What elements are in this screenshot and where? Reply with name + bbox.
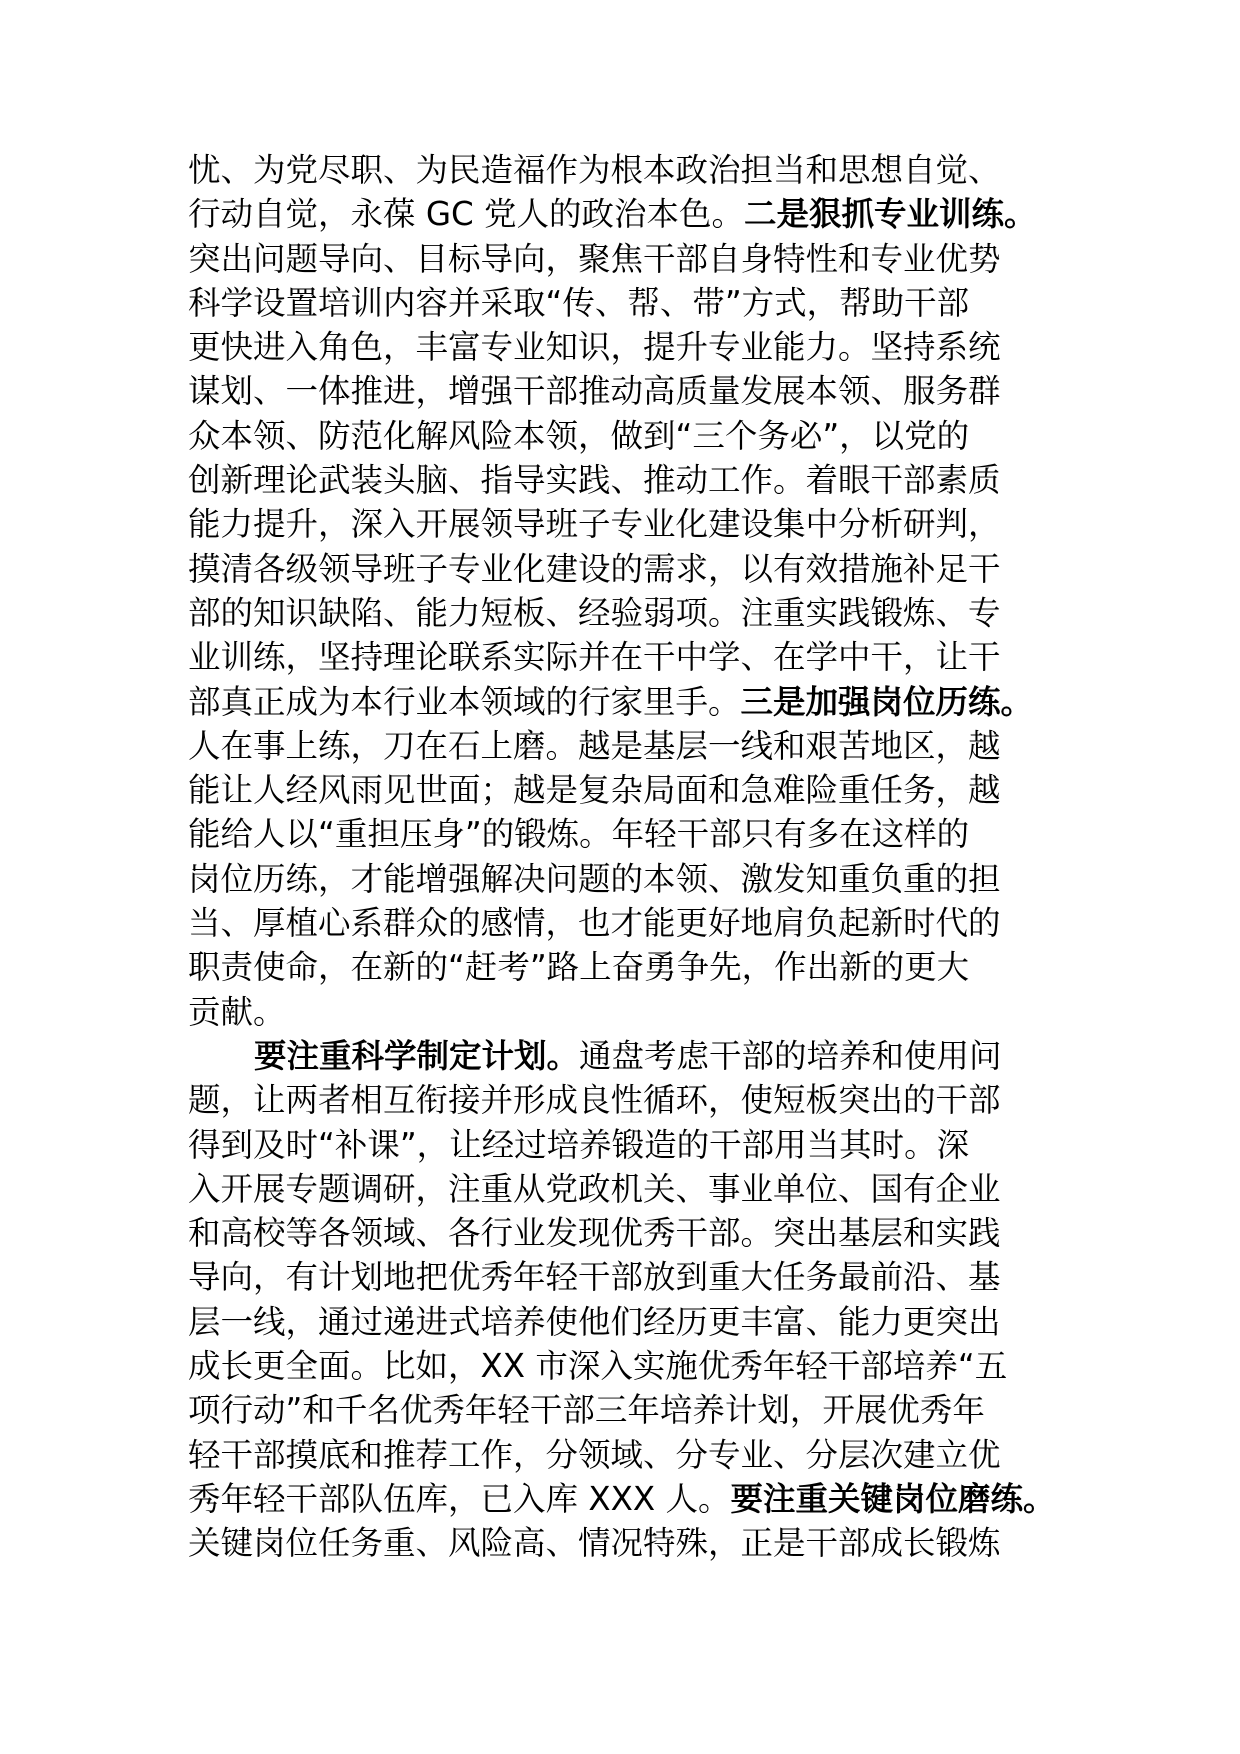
text-line <box>188 1388 1068 1432</box>
text-segment: 摸清各级领导班子专业化建设的需求，以有效措施补足干 <box>188 549 1001 588</box>
text-segment: 业训练，坚持理论联系实际并在干中学、在学中干，让干 <box>188 638 1001 677</box>
text-segment: 众本领、防范化解风险本领，做到“三个务必”，以党的 <box>188 416 970 455</box>
text-line <box>188 1255 1068 1299</box>
text-segment: 导向，有计划地把优秀年轻干部放到重大任务最前沿、基 <box>188 1258 1001 1297</box>
text-line <box>188 369 1068 413</box>
text-line <box>188 591 1068 635</box>
text-segment: 题，让两者相互衔接并形成良性循环，使短板突出的干部 <box>188 1081 1001 1120</box>
text-line <box>188 1167 1068 1211</box>
text-line <box>188 1300 1068 1344</box>
text-segment: 忧、为党尽职、为民造福作为根本政治担当和思想自觉、 <box>188 151 1001 189</box>
text-segment: 项行动”和千名优秀年轻干部三年培养计划，开展优秀年 <box>188 1391 985 1430</box>
text-segment: 得到及时“补课”，让经过培养锻造的干部用当其时。深 <box>188 1125 970 1164</box>
text-line <box>188 635 1068 679</box>
bold-heading-segment: 二是狠抓专业训练。 <box>744 195 1037 234</box>
bold-heading-segment: 三是加强岗位历练。 <box>740 682 1034 721</box>
text-line <box>188 1521 1068 1565</box>
text-segment: 秀年轻干部队伍库，已入库 XXX 人。 <box>188 1479 731 1518</box>
text-segment: 部的知识缺陷、能力短板、经验弱项。注重实践锻炼、专 <box>188 593 1001 632</box>
text-segment: 谋划、一体推进，增强干部推动高质量发展本领、服务群 <box>188 372 1001 411</box>
text-line <box>188 812 1068 856</box>
text-segment: 通盘考虑干部的培养和使用问 <box>579 1036 1002 1075</box>
text-line <box>188 192 1068 236</box>
text-line <box>188 1123 1068 1167</box>
text-line <box>188 1477 1068 1521</box>
text-line <box>188 680 1068 724</box>
text-line <box>188 148 1068 192</box>
text-segment: 部真正成为本行业本领域的行家里手。 <box>188 682 741 721</box>
text-line <box>188 502 1068 546</box>
text-line <box>188 237 1068 281</box>
text-line <box>188 1034 1068 1078</box>
text-line <box>188 768 1068 812</box>
text-segment: 入开展专题调研，注重从党政机关、事业单位、国有企业 <box>188 1169 1001 1208</box>
text-line <box>188 281 1068 325</box>
text-line <box>188 724 1068 768</box>
text-segment: 能力提升，深入开展领导班子专业化建设集中分析研判， <box>188 505 1001 544</box>
text-line <box>188 945 1068 989</box>
text-segment: 创新理论武装头脑、指导实践、推动工作。着眼干部素质 <box>188 461 1001 500</box>
text-line <box>188 1433 1068 1477</box>
text-line <box>188 458 1068 502</box>
text-segment: 职责使命，在新的“赶考”路上奋勇争先，作出新的更大 <box>188 948 970 987</box>
text-line <box>188 1344 1068 1388</box>
text-segment: 层一线，通过递进式培养使他们经历更丰富、能力更突出 <box>188 1302 1001 1341</box>
text-segment: 岗位历练，才能增强解决问题的本领、激发知重负重的担 <box>188 859 1001 898</box>
text-segment: 科学设置培训内容并采取“传、帮、带”方式，帮助干部 <box>188 283 970 322</box>
text-segment: 和高校等各领域、各行业发现优秀干部。突出基层和实践 <box>188 1214 1001 1253</box>
text-line <box>188 414 1068 458</box>
text-segment: 行动自觉，永葆 GC 党人的政治本色。 <box>188 195 745 234</box>
text-segment: 当、厚植心系群众的感情，也才能更好地肩负起新时代的 <box>188 904 1001 943</box>
text-segment: 能让人经风雨见世面；越是复杂局面和急难险重任务，越 <box>188 771 1001 810</box>
bold-heading-segment: 要注重科学制定计划。 <box>254 1036 580 1075</box>
text-line <box>188 547 1068 591</box>
bold-heading-segment: 要注重关键岗位磨练。 <box>730 1479 1056 1518</box>
body-text <box>188 148 1068 1566</box>
text-line <box>188 901 1068 945</box>
text-segment: 人在事上练，刀在石上磨。越是基层一线和艰苦地区，越 <box>188 726 1001 765</box>
text-line <box>188 990 1068 1034</box>
text-segment: 成长更全面。比如，XX 市深入实施优秀年轻干部培养“五 <box>188 1347 1008 1386</box>
text-line <box>188 1211 1068 1255</box>
text-segment: 关键岗位任务重、风险高、情况特殊，正是干部成长锻炼 <box>188 1524 1001 1563</box>
text-segment: 更快进入角色，丰富专业知识，提升专业能力。坚持系统 <box>188 328 1001 367</box>
text-segment: 贡献。 <box>188 992 286 1031</box>
text-line <box>188 857 1068 901</box>
text-line <box>188 1078 1068 1122</box>
text-segment: 轻干部摸底和推荐工作，分领域、分专业、分层次建立优 <box>188 1435 1001 1474</box>
text-line <box>188 325 1068 369</box>
text-segment: 能给人以“重担压身”的锻炼。年轻干部只有多在这样的 <box>188 815 970 854</box>
text-segment: 突出问题导向、目标导向，聚焦干部自身特性和专业优势 <box>188 239 1001 278</box>
